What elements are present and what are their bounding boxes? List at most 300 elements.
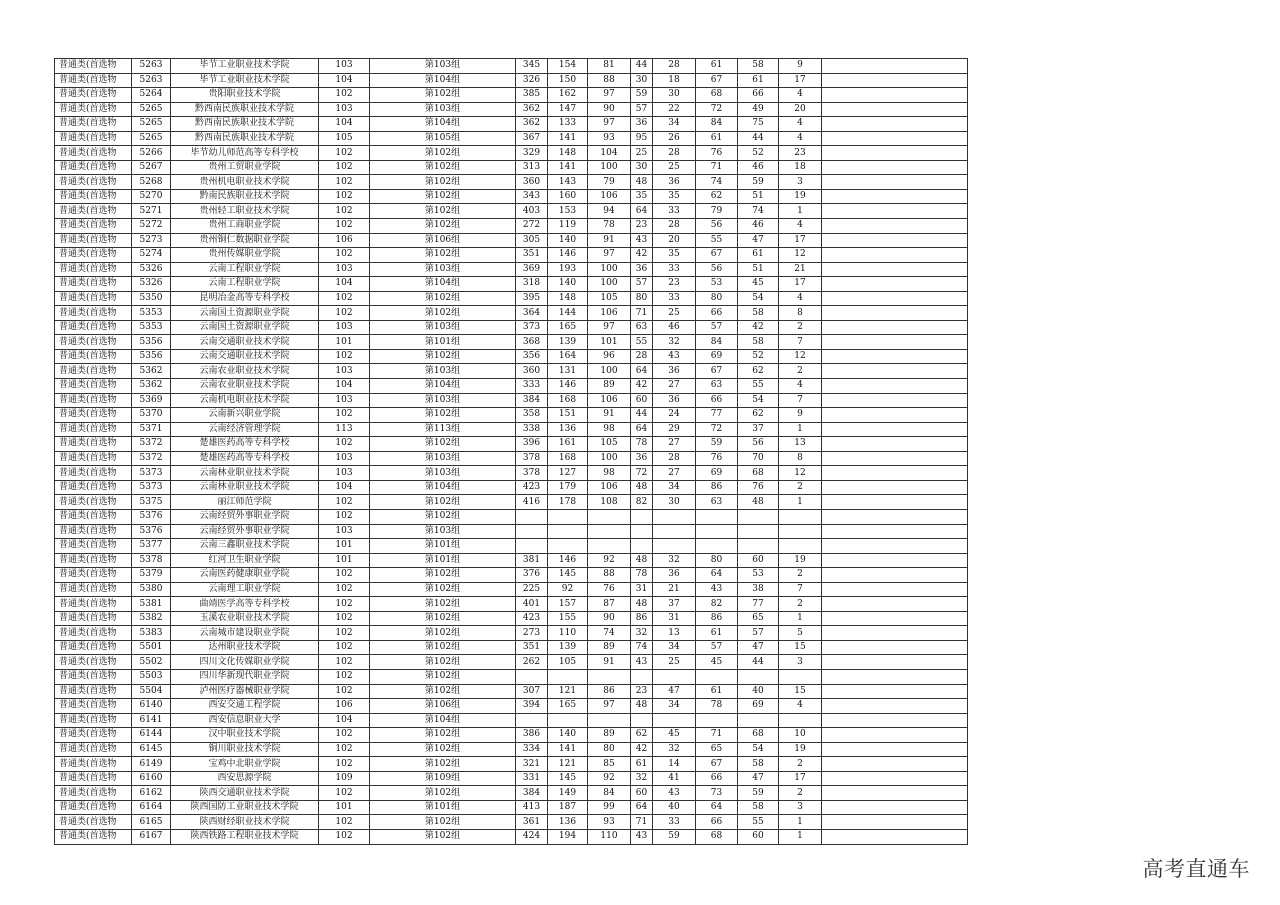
cell-group-name: 第103组	[370, 524, 516, 539]
cell-score-d: 34	[653, 640, 696, 655]
cell-school-name: 云南林业职业技术学院	[171, 466, 319, 481]
cell-score-f: 57	[738, 626, 779, 641]
cell-group-code: 101	[319, 335, 370, 350]
cell-category: 普通类(首选物	[55, 233, 132, 248]
cell-group-code: 105	[319, 131, 370, 146]
cell-score-a: 146	[548, 379, 588, 394]
cell-school-code: 5353	[132, 320, 171, 335]
cell-score-b: 93	[588, 815, 631, 830]
cell-score-f: 54	[738, 291, 779, 306]
cell-school-name: 云南农业职业技术学院	[171, 379, 319, 394]
cell-score-c: 36	[631, 451, 653, 466]
table-row	[55, 829, 968, 844]
cell-score-d: 28	[653, 451, 696, 466]
cell-school-name: 四川文化传媒职业学院	[171, 655, 319, 670]
cell-score-f	[738, 713, 779, 728]
cell-score-b: 97	[588, 88, 631, 103]
cell-school-code: 5378	[132, 553, 171, 568]
cell-score-total: 338	[516, 422, 548, 437]
cell-score-d: 35	[653, 189, 696, 204]
cell-group-name: 第104组	[370, 713, 516, 728]
cell-score-e: 86	[696, 611, 738, 626]
cell-group-code: 102	[319, 495, 370, 510]
cell-category: 普通类(首选物	[55, 364, 132, 379]
cell-school-code: 5268	[132, 175, 171, 190]
cell-score-c: 64	[631, 204, 653, 219]
cell-score-b: 97	[588, 320, 631, 335]
cell-score-c: 78	[631, 437, 653, 452]
cell-score-g: 20	[779, 102, 822, 117]
cell-score-total	[516, 539, 548, 554]
cell-score-b: 108	[588, 495, 631, 510]
cell-score-f: 65	[738, 611, 779, 626]
cell-score-e: 74	[696, 175, 738, 190]
cell-score-d: 34	[653, 117, 696, 132]
cell-score-f: 77	[738, 597, 779, 612]
cell-empty-col	[822, 117, 968, 132]
cell-group-name: 第103组	[370, 364, 516, 379]
cell-score-b: 110	[588, 829, 631, 844]
cell-score-c: 25	[631, 146, 653, 161]
cell-score-a: 150	[548, 73, 588, 88]
cell-score-e: 76	[696, 451, 738, 466]
cell-score-d: 27	[653, 466, 696, 481]
cell-score-e: 71	[696, 728, 738, 743]
cell-score-g: 13	[779, 437, 822, 452]
table-row	[55, 262, 968, 277]
cell-score-b: 93	[588, 131, 631, 146]
cell-score-a: 179	[548, 480, 588, 495]
cell-score-a: 121	[548, 757, 588, 772]
cell-category: 普通类(首选物	[55, 131, 132, 146]
cell-school-code: 5362	[132, 379, 171, 394]
cell-empty-col	[822, 684, 968, 699]
cell-score-c	[631, 713, 653, 728]
cell-school-name: 达州职业技术学院	[171, 640, 319, 655]
cell-empty-col	[822, 626, 968, 641]
cell-score-b: 98	[588, 466, 631, 481]
cell-score-f: 55	[738, 815, 779, 830]
cell-score-d: 34	[653, 480, 696, 495]
cell-score-g: 1	[779, 829, 822, 844]
cell-category: 普通类(首选物	[55, 379, 132, 394]
table-row	[55, 189, 968, 204]
cell-school-code: 5264	[132, 88, 171, 103]
cell-score-f: 54	[738, 742, 779, 757]
cell-score-e: 72	[696, 102, 738, 117]
cell-empty-col	[822, 757, 968, 772]
cell-score-g: 2	[779, 568, 822, 583]
cell-score-d	[653, 669, 696, 684]
cell-score-g	[779, 539, 822, 554]
table-row	[55, 320, 968, 335]
cell-school-name: 云南理工职业学院	[171, 582, 319, 597]
cell-group-code: 102	[319, 437, 370, 452]
cell-category: 普通类(首选物	[55, 291, 132, 306]
cell-school-code: 5263	[132, 59, 171, 74]
cell-score-b: 100	[588, 364, 631, 379]
table-row	[55, 466, 968, 481]
cell-score-e: 61	[696, 684, 738, 699]
cell-score-total: 362	[516, 102, 548, 117]
cell-group-name: 第103组	[370, 320, 516, 335]
cell-score-total: 364	[516, 306, 548, 321]
cell-school-name: 云南机电职业技术学院	[171, 393, 319, 408]
cell-group-code: 102	[319, 204, 370, 219]
cell-score-e: 63	[696, 379, 738, 394]
cell-school-code: 5265	[132, 102, 171, 117]
cell-score-e: 57	[696, 320, 738, 335]
table-row	[55, 219, 968, 234]
cell-score-total: 403	[516, 204, 548, 219]
cell-school-name: 云南医药健康职业学院	[171, 568, 319, 583]
cell-group-name: 第104组	[370, 117, 516, 132]
cell-school-code: 5326	[132, 277, 171, 292]
cell-score-a: 161	[548, 437, 588, 452]
cell-school-name: 黔西南民族职业技术学院	[171, 102, 319, 117]
cell-score-g: 19	[779, 189, 822, 204]
cell-score-g	[779, 524, 822, 539]
cell-school-name: 云南农业职业技术学院	[171, 364, 319, 379]
table-row	[55, 88, 968, 103]
cell-category: 普通类(首选物	[55, 451, 132, 466]
cell-score-c: 30	[631, 73, 653, 88]
cell-score-f: 74	[738, 204, 779, 219]
cell-school-code: 6141	[132, 713, 171, 728]
cell-score-c: 57	[631, 102, 653, 117]
cell-group-code: 103	[319, 262, 370, 277]
cell-empty-col	[822, 669, 968, 684]
cell-category: 普通类(首选物	[55, 349, 132, 364]
cell-score-total: 318	[516, 277, 548, 292]
cell-group-code: 102	[319, 815, 370, 830]
table-row	[55, 669, 968, 684]
cell-score-b: 96	[588, 349, 631, 364]
cell-school-name: 云南经贸外事职业学院	[171, 524, 319, 539]
cell-school-code: 5377	[132, 539, 171, 554]
cell-score-e: 67	[696, 73, 738, 88]
cell-group-name: 第102组	[370, 204, 516, 219]
cell-score-f: 53	[738, 568, 779, 583]
cell-score-f: 51	[738, 189, 779, 204]
cell-empty-col	[822, 306, 968, 321]
admission-score-table	[54, 58, 968, 845]
cell-score-a: 145	[548, 568, 588, 583]
cell-score-a: 157	[548, 597, 588, 612]
cell-score-d: 30	[653, 495, 696, 510]
cell-score-a: 178	[548, 495, 588, 510]
cell-score-e: 43	[696, 582, 738, 597]
table-row	[55, 175, 968, 190]
cell-school-code: 5372	[132, 437, 171, 452]
cell-score-f: 68	[738, 728, 779, 743]
cell-group-name: 第102组	[370, 189, 516, 204]
cell-score-b: 99	[588, 800, 631, 815]
cell-score-g: 2	[779, 320, 822, 335]
cell-empty-col	[822, 175, 968, 190]
cell-score-d: 28	[653, 219, 696, 234]
cell-group-code: 104	[319, 713, 370, 728]
cell-score-c: 59	[631, 88, 653, 103]
cell-empty-col	[822, 277, 968, 292]
cell-score-total: 313	[516, 160, 548, 175]
cell-empty-col	[822, 800, 968, 815]
cell-score-d: 25	[653, 160, 696, 175]
cell-empty-col	[822, 524, 968, 539]
cell-score-total: 334	[516, 742, 548, 757]
table-row	[55, 509, 968, 524]
table-row	[55, 539, 968, 554]
cell-score-total: 413	[516, 800, 548, 815]
cell-score-g: 2	[779, 597, 822, 612]
cell-group-code: 102	[319, 640, 370, 655]
cell-score-total: 396	[516, 437, 548, 452]
table-row	[55, 117, 968, 132]
cell-score-total: 307	[516, 684, 548, 699]
cell-score-a: 146	[548, 553, 588, 568]
table-row	[55, 364, 968, 379]
cell-score-g: 2	[779, 480, 822, 495]
cell-score-total: 305	[516, 233, 548, 248]
cell-score-c: 48	[631, 699, 653, 714]
cell-score-c: 42	[631, 742, 653, 757]
cell-group-name: 第102组	[370, 684, 516, 699]
cell-score-b: 90	[588, 611, 631, 626]
table-row	[55, 597, 968, 612]
cell-empty-col	[822, 131, 968, 146]
cell-score-e	[696, 669, 738, 684]
cell-school-code: 5380	[132, 582, 171, 597]
cell-school-code: 5370	[132, 408, 171, 423]
cell-score-c: 60	[631, 786, 653, 801]
table-row	[55, 655, 968, 670]
cell-score-f	[738, 539, 779, 554]
cell-group-name: 第106组	[370, 233, 516, 248]
cell-score-d: 32	[653, 742, 696, 757]
cell-score-total: 358	[516, 408, 548, 423]
cell-score-c: 82	[631, 495, 653, 510]
cell-school-name: 贵州轻工职业技术学院	[171, 204, 319, 219]
cell-score-f: 68	[738, 466, 779, 481]
cell-school-name: 云南经济管理学院	[171, 422, 319, 437]
cell-score-e: 86	[696, 480, 738, 495]
cell-category: 普通类(首选物	[55, 771, 132, 786]
cell-score-d: 27	[653, 379, 696, 394]
cell-school-code: 6165	[132, 815, 171, 830]
cell-score-g: 7	[779, 335, 822, 350]
cell-score-b: 91	[588, 233, 631, 248]
cell-group-code: 106	[319, 233, 370, 248]
cell-empty-col	[822, 102, 968, 117]
cell-score-d: 40	[653, 800, 696, 815]
cell-group-name: 第103组	[370, 466, 516, 481]
cell-empty-col	[822, 786, 968, 801]
cell-score-a: 153	[548, 204, 588, 219]
cell-empty-col	[822, 611, 968, 626]
cell-score-total: 345	[516, 59, 548, 74]
cell-category: 普通类(首选物	[55, 757, 132, 772]
cell-group-name: 第101组	[370, 800, 516, 815]
cell-score-f: 46	[738, 219, 779, 234]
cell-school-code: 5375	[132, 495, 171, 510]
cell-score-d: 33	[653, 815, 696, 830]
cell-empty-col	[822, 539, 968, 554]
cell-score-total: 321	[516, 757, 548, 772]
cell-school-name: 云南交通职业技术学院	[171, 349, 319, 364]
cell-category: 普通类(首选物	[55, 509, 132, 524]
cell-group-code: 104	[319, 480, 370, 495]
cell-category: 普通类(首选物	[55, 669, 132, 684]
cell-group-code: 104	[319, 277, 370, 292]
cell-school-code: 5373	[132, 466, 171, 481]
table-row	[55, 277, 968, 292]
cell-school-code: 5502	[132, 655, 171, 670]
cell-group-code: 102	[319, 684, 370, 699]
cell-score-c: 48	[631, 480, 653, 495]
cell-score-total: 326	[516, 73, 548, 88]
cell-score-c: 71	[631, 306, 653, 321]
cell-score-d: 28	[653, 146, 696, 161]
cell-school-code: 5369	[132, 393, 171, 408]
cell-score-f: 61	[738, 73, 779, 88]
cell-group-code: 102	[319, 655, 370, 670]
cell-score-d: 29	[653, 422, 696, 437]
cell-score-g: 9	[779, 59, 822, 74]
cell-score-d: 33	[653, 204, 696, 219]
cell-score-c	[631, 539, 653, 554]
cell-school-code: 5267	[132, 160, 171, 175]
cell-score-d: 33	[653, 262, 696, 277]
cell-score-total: 424	[516, 829, 548, 844]
table-row	[55, 699, 968, 714]
cell-score-d	[653, 539, 696, 554]
cell-group-name: 第104组	[370, 379, 516, 394]
cell-school-name: 陕西国防工业职业技术学院	[171, 800, 319, 815]
cell-score-d: 14	[653, 757, 696, 772]
cell-score-a: 165	[548, 699, 588, 714]
cell-empty-col	[822, 815, 968, 830]
cell-score-d: 25	[653, 306, 696, 321]
cell-score-total: 385	[516, 88, 548, 103]
cell-group-name: 第102组	[370, 669, 516, 684]
table-row	[55, 160, 968, 175]
cell-group-code: 103	[319, 393, 370, 408]
cell-group-code: 109	[319, 771, 370, 786]
cell-group-name: 第102组	[370, 291, 516, 306]
cell-score-total: 384	[516, 786, 548, 801]
cell-score-c: 32	[631, 771, 653, 786]
cell-score-f: 37	[738, 422, 779, 437]
cell-score-c: 35	[631, 189, 653, 204]
cell-score-b: 101	[588, 335, 631, 350]
cell-score-total: 394	[516, 699, 548, 714]
cell-school-name: 西安交通工程学院	[171, 699, 319, 714]
table-row	[55, 553, 968, 568]
cell-score-c: 62	[631, 728, 653, 743]
cell-score-total: 423	[516, 480, 548, 495]
cell-school-name: 贵州铜仁数据职业学院	[171, 233, 319, 248]
cell-score-total: 423	[516, 611, 548, 626]
table-row	[55, 815, 968, 830]
cell-score-c: 31	[631, 582, 653, 597]
cell-score-total: 416	[516, 495, 548, 510]
cell-score-b: 100	[588, 277, 631, 292]
cell-score-g: 1	[779, 204, 822, 219]
cell-score-e: 56	[696, 219, 738, 234]
cell-school-name: 西安思源学院	[171, 771, 319, 786]
cell-school-name: 云南城市建设职业学院	[171, 626, 319, 641]
cell-school-name: 云南三鑫职业技术学院	[171, 539, 319, 554]
cell-school-name: 云南交通职业技术学院	[171, 335, 319, 350]
cell-empty-col	[822, 204, 968, 219]
cell-score-c: 57	[631, 277, 653, 292]
cell-score-g: 4	[779, 699, 822, 714]
cell-score-e: 67	[696, 757, 738, 772]
cell-school-name: 楚雄医药高等专科学校	[171, 451, 319, 466]
cell-empty-col	[822, 291, 968, 306]
table-row	[55, 713, 968, 728]
cell-score-d: 59	[653, 829, 696, 844]
table-row	[55, 582, 968, 597]
cell-score-a: 145	[548, 771, 588, 786]
cell-school-name: 云南国土资源职业学院	[171, 320, 319, 335]
cell-group-name: 第102组	[370, 306, 516, 321]
cell-group-name: 第103组	[370, 59, 516, 74]
cell-score-b: 92	[588, 771, 631, 786]
cell-score-b: 81	[588, 59, 631, 74]
cell-score-g: 1	[779, 611, 822, 626]
cell-category: 普通类(首选物	[55, 175, 132, 190]
cell-school-code: 5376	[132, 509, 171, 524]
cell-score-total: 356	[516, 349, 548, 364]
cell-score-a: 127	[548, 466, 588, 481]
cell-score-c	[631, 524, 653, 539]
cell-score-g: 8	[779, 451, 822, 466]
cell-score-d: 37	[653, 597, 696, 612]
cell-score-e: 84	[696, 335, 738, 350]
cell-score-d: 36	[653, 364, 696, 379]
cell-score-b: 104	[588, 146, 631, 161]
cell-score-total: 373	[516, 320, 548, 335]
cell-group-name: 第102组	[370, 582, 516, 597]
cell-group-code: 102	[319, 568, 370, 583]
cell-score-total: 384	[516, 393, 548, 408]
cell-score-e: 79	[696, 204, 738, 219]
cell-group-name: 第102组	[370, 786, 516, 801]
cell-score-d: 35	[653, 248, 696, 263]
cell-score-b: 91	[588, 655, 631, 670]
cell-score-d: 27	[653, 437, 696, 452]
cell-score-e	[696, 713, 738, 728]
cell-score-g: 1	[779, 422, 822, 437]
cell-school-name: 贵州传媒职业学院	[171, 248, 319, 263]
table-row	[55, 408, 968, 423]
cell-score-c: 63	[631, 320, 653, 335]
cell-school-name: 曲靖医学高等专科学校	[171, 597, 319, 612]
cell-score-f: 51	[738, 262, 779, 277]
cell-school-code: 5356	[132, 349, 171, 364]
cell-school-code: 5272	[132, 219, 171, 234]
cell-score-d: 33	[653, 291, 696, 306]
cell-school-code: 5383	[132, 626, 171, 641]
cell-score-e: 66	[696, 306, 738, 321]
cell-group-name: 第103组	[370, 262, 516, 277]
cell-score-e: 84	[696, 117, 738, 132]
cell-school-name: 云南国土资源职业学院	[171, 306, 319, 321]
cell-category: 普通类(首选物	[55, 742, 132, 757]
cell-empty-col	[822, 829, 968, 844]
cell-category: 普通类(首选物	[55, 248, 132, 263]
